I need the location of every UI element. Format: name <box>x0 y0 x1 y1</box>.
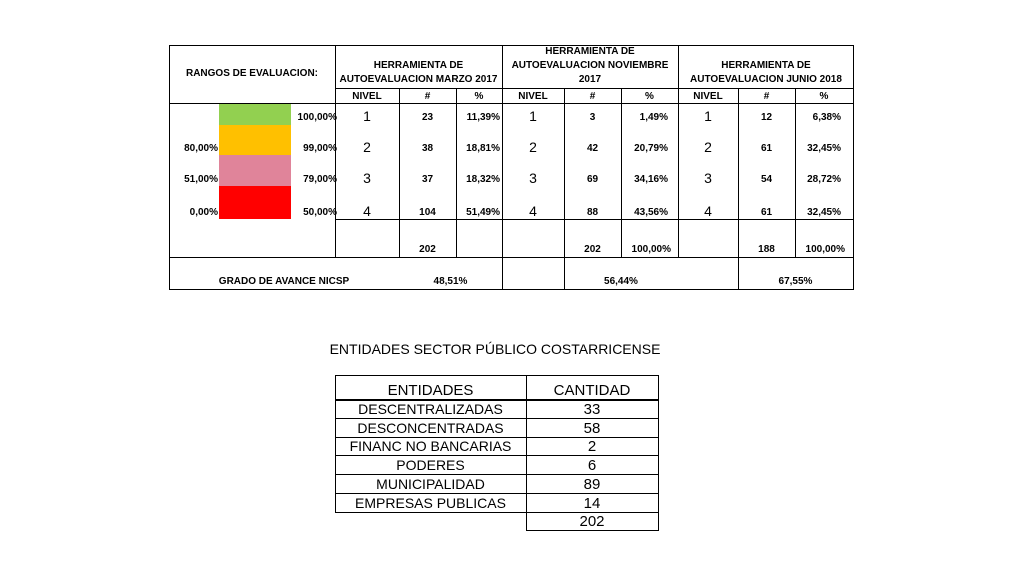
tool-1-avance: 48,51% <box>433 276 468 287</box>
entity-qty-3: 2 <box>587 438 597 455</box>
tool-2-title-line2: AUTOEVALUACION NOVIEMBRE <box>511 60 669 71</box>
entity-qty-2: 58 <box>583 420 601 437</box>
range-swatch-3 <box>219 155 291 186</box>
entities-col-entidades: ENTIDADES <box>387 382 474 399</box>
tool-3-row-4-count: 61 <box>760 207 773 218</box>
range-3-high: 79,00% <box>303 174 337 185</box>
tool-2-total-pct: 100,00% <box>631 244 671 255</box>
tool-3-col-pct: % <box>819 91 829 102</box>
range-1-high: 100,00% <box>297 112 337 123</box>
tool-1-row-4-count: 104 <box>419 207 436 218</box>
tool-3-title-line1: HERRAMIENTA DE <box>721 60 811 71</box>
tool-2-row-3-pct: 34,16% <box>634 174 668 185</box>
tool-1-row-3-count: 37 <box>421 174 434 185</box>
entity-name-3: FINANC NO BANCARIAS <box>349 438 512 454</box>
tool-3-row-2-nivel: 2 <box>704 139 712 155</box>
tool-3-avance: 67,55% <box>778 276 813 287</box>
tool-3-row-3-count: 54 <box>760 174 773 185</box>
tool-2-row-2-count: 42 <box>586 143 599 154</box>
tool-1-row-4-pct: 51,49% <box>466 207 500 218</box>
range-2-low: 80,00% <box>184 143 218 154</box>
tool-1-row-1-count: 23 <box>421 112 434 123</box>
tool-1-col-count: # <box>424 91 431 102</box>
tool-3-row-3-nivel: 3 <box>704 170 712 186</box>
entity-name-2: DESCONCENTRADAS <box>357 420 504 436</box>
range-4-low: 0,00% <box>189 207 218 218</box>
tool-1-row-2-nivel: 2 <box>363 139 371 155</box>
range-swatch-2 <box>219 125 291 155</box>
entity-qty-5: 89 <box>583 476 601 493</box>
tool-3-row-1-count: 12 <box>760 112 773 123</box>
tool-2-total: 202 <box>584 244 601 255</box>
tool-2-avance: 56,44% <box>604 276 638 287</box>
tool-3-row-4-pct: 32,45% <box>807 207 841 218</box>
entity-qty-6: 14 <box>583 495 601 512</box>
tool-3-row-4-nivel: 4 <box>704 203 712 219</box>
entities-total: 202 <box>579 513 605 530</box>
entity-qty-1: 33 <box>583 401 601 418</box>
tool-1-row-3-nivel: 3 <box>363 170 371 186</box>
tool-1-total: 202 <box>419 244 436 255</box>
tool-3-col-count: # <box>763 91 770 102</box>
tool-3-col-nivel: NIVEL <box>693 91 723 102</box>
tool-2-row-2-nivel: 2 <box>529 139 537 155</box>
entity-name-1: DESCENTRALIZADAS <box>358 401 503 417</box>
tool-2-row-4-count: 88 <box>586 207 599 218</box>
tool-2-row-3-count: 69 <box>586 174 599 185</box>
tool-2-title-line1: HERRAMIENTA DE <box>545 46 635 57</box>
tool-1-title-line1: HERRAMIENTA DE <box>373 60 464 71</box>
tool-2-row-1-nivel: 1 <box>529 108 537 124</box>
tool-2-row-4-nivel: 4 <box>529 203 537 219</box>
tool-3-row-1-nivel: 1 <box>704 108 712 124</box>
tool-1-row-2-count: 38 <box>421 143 434 154</box>
tool-1-row-2-pct: 18,81% <box>466 143 500 154</box>
range-2-high: 99,00% <box>303 143 337 154</box>
tool-3-row-2-count: 61 <box>760 143 773 154</box>
tool-3-title-line2: AUTOEVALUACION JUNIO 2018 <box>690 74 842 85</box>
tool-1-row-4-nivel: 4 <box>363 203 371 219</box>
tool-1-col-pct: % <box>474 91 484 102</box>
tool-2-row-3-nivel: 3 <box>529 170 537 186</box>
tool-3-total: 188 <box>758 244 775 255</box>
range-4-high: 50,00% <box>303 207 337 218</box>
tool-1-row-1-pct: 11,39% <box>466 112 500 123</box>
tool-1-row-1-nivel: 1 <box>363 108 371 124</box>
range-swatch-4 <box>219 186 291 219</box>
entities-col-cantidad: CANTIDAD <box>553 382 631 399</box>
tool-3-row-2-pct: 32,45% <box>807 143 841 154</box>
tool-2-row-1-pct: 1,49% <box>639 112 668 123</box>
range-swatch-1 <box>219 104 291 125</box>
entities-title: ENTIDADES SECTOR PÚBLICO COSTARRICENSE <box>329 341 661 357</box>
tool-3-row-3-pct: 28,72% <box>807 174 841 185</box>
tool-2-row-4-pct: 43,56% <box>634 207 668 218</box>
tool-2-title-line3: 2017 <box>578 74 602 85</box>
tool-2-row-2-pct: 20,79% <box>634 143 668 154</box>
entity-name-6: EMPRESAS PUBLICAS <box>355 495 506 511</box>
ranges-header: RANGOS DE EVALUACION: <box>185 68 319 79</box>
tool-2-col-count: # <box>589 91 596 102</box>
tool-2-col-pct: % <box>645 91 654 102</box>
tool-2-col-nivel: NIVEL <box>518 91 548 102</box>
entity-name-5: MUNICIPALIDAD <box>376 476 485 492</box>
tool-1-title-line2: AUTOEVALUACION MARZO 2017 <box>339 74 498 85</box>
tool-3-total-pct: 100,00% <box>805 244 845 255</box>
entity-name-4: PODERES <box>396 457 465 473</box>
tool-3-row-1-pct: 6,38% <box>812 112 841 123</box>
range-3-low: 51,00% <box>184 174 218 185</box>
avance-label: GRADO DE AVANCE NICSP <box>218 276 350 287</box>
tool-1-col-nivel: NIVEL <box>352 91 382 102</box>
entity-qty-4: 6 <box>587 457 597 474</box>
tool-2-row-1-count: 3 <box>589 112 596 123</box>
tool-1-row-3-pct: 18,32% <box>466 174 500 185</box>
